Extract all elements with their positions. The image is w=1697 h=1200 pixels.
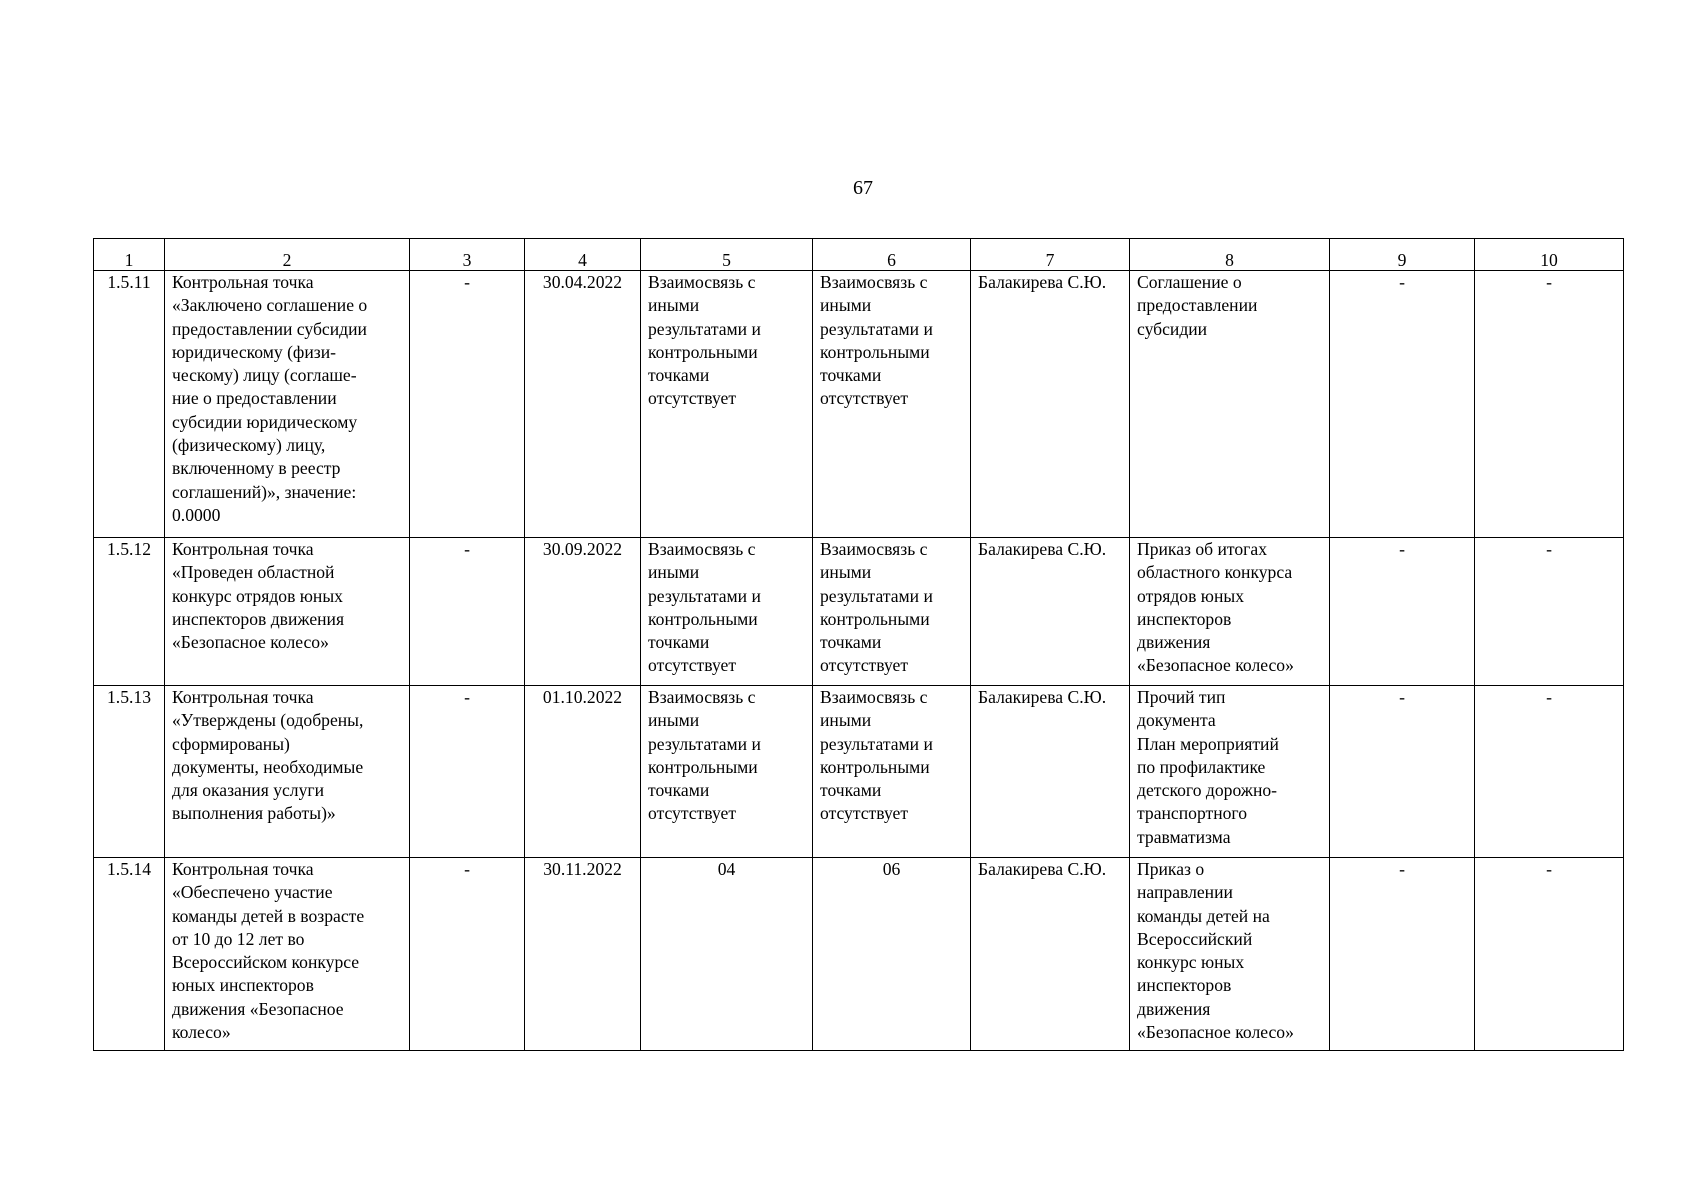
cell-line: Прочий тип: [1137, 687, 1226, 707]
cell-line: (физическому) лицу,: [172, 435, 326, 456]
cell-line: точками: [820, 632, 882, 653]
cell-line: Взаимосвязь с: [820, 272, 928, 292]
cell-col5: [641, 538, 813, 686]
cell-line: транспортного: [1137, 803, 1247, 824]
cell-col10: -: [1475, 858, 1624, 1051]
cell-line: детского дорожно-: [1137, 780, 1278, 801]
table-row: [94, 271, 1624, 538]
cell-line: движения «Безопасное: [172, 998, 344, 1019]
cell-line: контрольными: [648, 608, 758, 629]
cell-line: иными: [648, 295, 700, 316]
cell-line: иными: [820, 562, 872, 583]
cell-date: 30.04.2022: [525, 271, 641, 538]
cell-date: 30.11.2022: [525, 858, 641, 1051]
cell-line: отсутствует: [820, 655, 909, 676]
cell-line: ческому) лицу (соглаше-: [172, 365, 357, 386]
cell-line: результатами и: [820, 585, 933, 606]
table-row: [94, 858, 1624, 1051]
cell-line: включенному в реестр: [172, 458, 341, 479]
cell-line: Взаимосвязь с: [820, 687, 928, 707]
cell-line: движения: [1137, 632, 1211, 653]
cell-description: [165, 271, 410, 538]
header-cell-1: 1: [94, 239, 165, 271]
header-cell-5: 5: [641, 239, 813, 271]
cell-line: точками: [820, 365, 882, 386]
cell-line: результатами и: [648, 733, 761, 754]
cell-line: инспекторов: [1137, 975, 1232, 996]
cell-line: Контрольная точка: [172, 687, 314, 707]
cell-line: точками: [648, 632, 710, 653]
header-cell-10: 10: [1475, 239, 1624, 271]
cell-line: Приказ о: [1137, 859, 1205, 879]
cell-col3: -: [410, 538, 525, 686]
cell-line: результатами и: [820, 733, 933, 754]
cell-line: Контрольная точка: [172, 859, 314, 879]
cell-line: документы, необходимые: [172, 756, 364, 777]
header-cell-4: 4: [525, 239, 641, 271]
cell-line: иными: [820, 710, 872, 731]
cell-line: движения: [1137, 998, 1211, 1019]
cell-responsible: Балакирева С.Ю.: [971, 686, 1130, 858]
header-cell-8: 8: [1130, 239, 1330, 271]
cell-line: контрольными: [820, 756, 930, 777]
cell-line: точками: [820, 780, 882, 801]
cell-line: иными: [648, 710, 700, 731]
cell-line: «Безопасное колесо»: [1137, 655, 1294, 676]
cell-line: документа: [1137, 710, 1216, 731]
cell-line: результатами и: [820, 318, 933, 339]
cell-col10: -: [1475, 271, 1624, 538]
cell-line: Взаимосвязь с: [820, 539, 928, 559]
cell-col6: [813, 538, 971, 686]
cell-line: команды детей на: [1137, 905, 1270, 926]
cell-line: направлении: [1137, 882, 1233, 903]
cell-line: Всероссийском конкурсе: [172, 952, 360, 973]
cell-line: Взаимосвязь с: [648, 539, 756, 559]
cell-line: контрольными: [648, 756, 758, 777]
cell-line: Контрольная точка: [172, 539, 314, 559]
cell-col10: -: [1475, 686, 1624, 858]
cell-line: предоставлении субсидии: [172, 318, 367, 339]
cell-date: 01.10.2022: [525, 686, 641, 858]
header-cell-2: 2: [165, 239, 410, 271]
cell-line: по профилактике: [1137, 756, 1266, 777]
cell-line: субсидии юридическому: [172, 411, 358, 432]
cell-line: инспекторов: [1137, 608, 1232, 629]
cell-line: отсутствует: [820, 803, 909, 824]
cell-line: Взаимосвязь с: [648, 272, 756, 292]
cell-line: иными: [820, 295, 872, 316]
cell-col5: [641, 271, 813, 538]
cell-line: контрольными: [820, 341, 930, 362]
cell-col9: -: [1330, 686, 1475, 858]
header-cell-7: 7: [971, 239, 1130, 271]
cell-line: команды детей в возрасте: [172, 905, 365, 926]
cell-line: «Безопасное колесо»: [172, 632, 329, 653]
cell-line: контрольными: [648, 341, 758, 362]
cell-col10: -: [1475, 538, 1624, 686]
cell-col5: [641, 858, 813, 1051]
cell-line: соглашений)», значение:: [172, 481, 357, 502]
cell-line: 06: [882, 859, 901, 879]
cell-line: результатами и: [648, 585, 761, 606]
cell-responsible: Балакирева С.Ю.: [971, 858, 1130, 1051]
cell-line: конкурс отрядов юных: [172, 585, 343, 606]
cell-line: инспекторов движения: [172, 608, 345, 629]
cell-line: контрольными: [820, 608, 930, 629]
cell-line: результатами и: [648, 318, 761, 339]
cell-col6: [813, 686, 971, 858]
cell-line: сформированы): [172, 733, 290, 754]
cell-line: ние о предоставлении: [172, 388, 337, 409]
cell-col3: -: [410, 686, 525, 858]
cell-line: «Обеспечено участие: [172, 882, 333, 903]
cell-line: колесо»: [172, 1022, 231, 1043]
control-points-table: [93, 238, 1624, 1051]
cell-col6: [813, 271, 971, 538]
cell-line: точками: [648, 780, 710, 801]
cell-line: субсидии: [1137, 318, 1208, 339]
cell-responsible: Балакирева С.Ю.: [971, 271, 1130, 538]
cell-number: 1.5.14: [94, 858, 165, 1051]
cell-number: 1.5.13: [94, 686, 165, 858]
page-number: 67: [853, 177, 873, 199]
cell-line: от 10 до 12 лет во: [172, 928, 305, 949]
cell-line: Приказ об итогах: [1137, 539, 1267, 559]
cell-line: для оказания услуги: [172, 780, 325, 801]
cell-line: иными: [648, 562, 700, 583]
cell-line: План мероприятий: [1137, 733, 1279, 754]
cell-line: выполнения работы)»: [172, 803, 336, 824]
cell-line: 04: [717, 859, 736, 879]
cell-col9: -: [1330, 271, 1475, 538]
cell-line: «Проведен областной: [172, 562, 335, 583]
header-cell-9: 9: [1330, 239, 1475, 271]
cell-line: конкурс юных: [1137, 952, 1245, 973]
cell-col6: [813, 858, 971, 1051]
table-body: [94, 239, 1624, 1051]
header-cell-6: 6: [813, 239, 971, 271]
cell-line: отсутствует: [648, 655, 737, 676]
cell-document: [1130, 686, 1330, 858]
cell-line: юридическому (физи-: [172, 341, 336, 362]
cell-description: [165, 858, 410, 1051]
cell-number: 1.5.12: [94, 538, 165, 686]
cell-line: «Безопасное колесо»: [1137, 1022, 1294, 1043]
cell-line: Соглашение о: [1137, 272, 1242, 292]
cell-line: «Заключено соглашение о: [172, 295, 368, 316]
cell-line: отрядов юных: [1137, 585, 1244, 606]
cell-description: [165, 686, 410, 858]
cell-line: Всероссийский: [1137, 928, 1253, 949]
cell-line: отсутствует: [648, 803, 737, 824]
cell-document: [1130, 858, 1330, 1051]
cell-col5: [641, 686, 813, 858]
cell-col3: -: [410, 271, 525, 538]
table-header-row: [94, 239, 1624, 271]
cell-line: Контрольная точка: [172, 272, 314, 292]
cell-line: областного конкурса: [1137, 562, 1293, 583]
cell-responsible: Балакирева С.Ю.: [971, 538, 1130, 686]
cell-col9: -: [1330, 538, 1475, 686]
cell-line: отсутствует: [648, 388, 737, 409]
cell-line: предоставлении: [1137, 295, 1258, 316]
cell-date: 30.09.2022: [525, 538, 641, 686]
cell-description: [165, 538, 410, 686]
cell-line: точками: [648, 365, 710, 386]
cell-line: 0.0000: [172, 504, 221, 525]
cell-col3: -: [410, 858, 525, 1051]
cell-number: 1.5.11: [94, 271, 165, 538]
table-row: [94, 686, 1624, 858]
cell-line: отсутствует: [820, 388, 909, 409]
cell-line: «Утверждены (одобрены,: [172, 710, 364, 731]
cell-line: юных инспекторов: [172, 975, 314, 996]
cell-line: травматизма: [1137, 826, 1231, 847]
header-cell-3: 3: [410, 239, 525, 271]
table-row: [94, 538, 1624, 686]
cell-col9: -: [1330, 858, 1475, 1051]
cell-document: [1130, 271, 1330, 538]
cell-line: Взаимосвязь с: [648, 687, 756, 707]
cell-document: [1130, 538, 1330, 686]
